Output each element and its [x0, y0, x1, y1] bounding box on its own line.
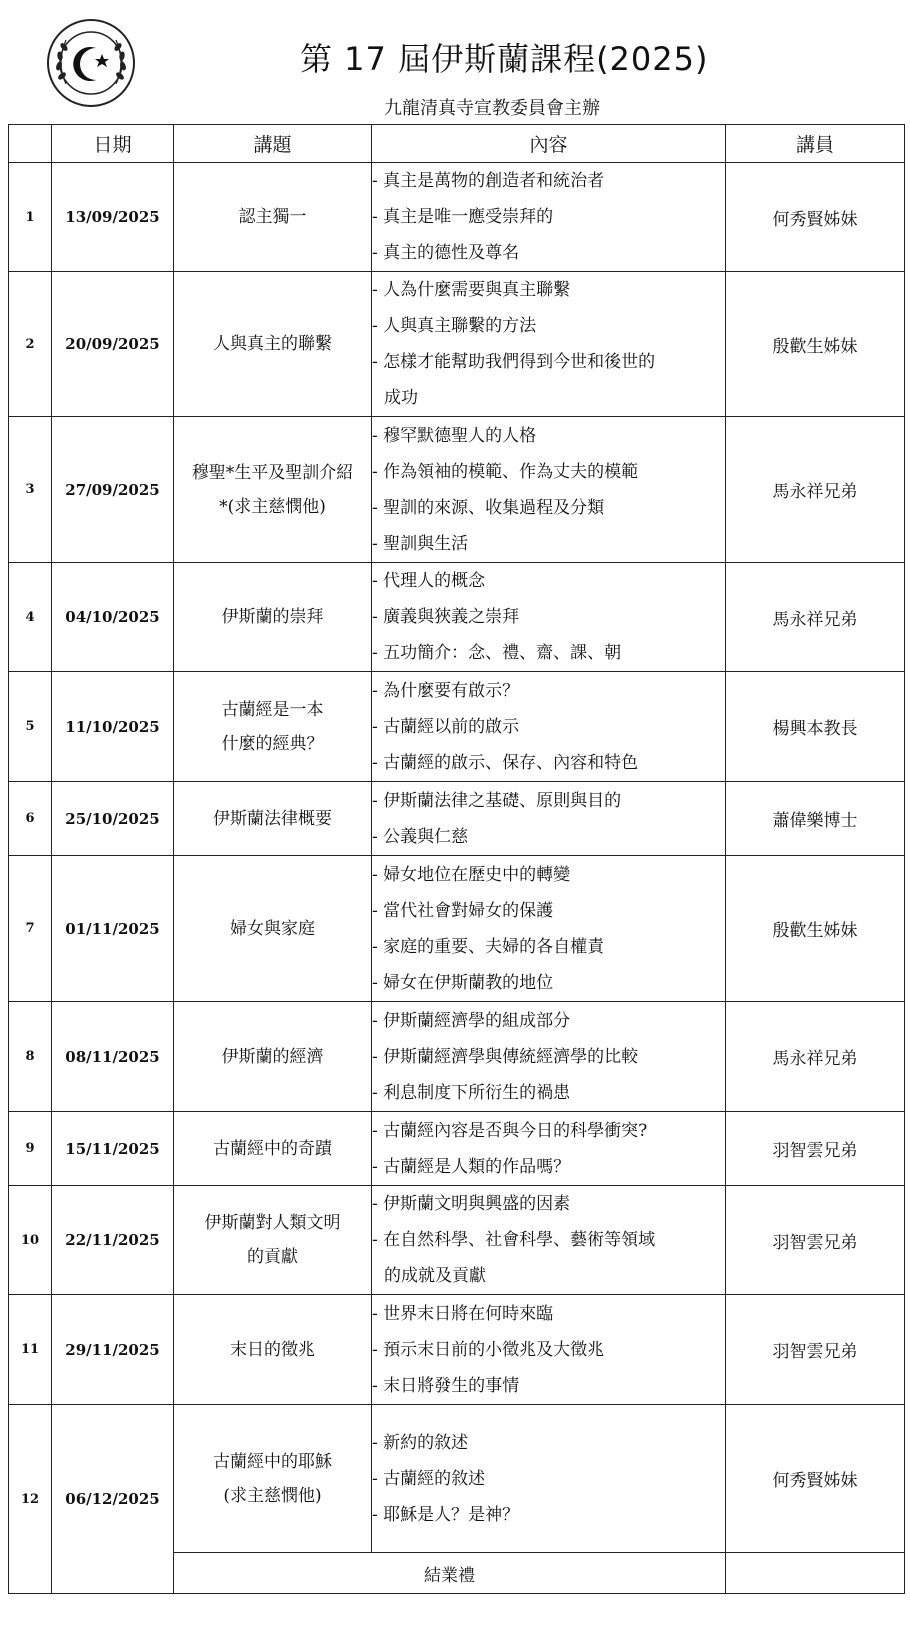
content-item: - 廣義與狹義之崇拜 — [372, 607, 520, 627]
session-content — [372, 782, 726, 856]
session-content — [372, 417, 726, 563]
content-item: - 古蘭經的啟示、保存、內容和特色 — [372, 752, 639, 773]
content-item: - 末日將發生的事情 — [372, 1375, 520, 1396]
content-item: - 五功簡介：念、禮、齋、課、朝 — [372, 643, 622, 663]
content-item: 成功 — [384, 388, 418, 408]
page-subtitle: 九龍清真寺宣教委員會主辦 — [384, 98, 600, 119]
session-topic — [174, 1295, 372, 1405]
session-topic — [174, 417, 372, 563]
column-header-date: 日期 — [52, 125, 174, 163]
topic-line: 伊斯蘭的經濟 — [221, 1046, 324, 1067]
session-number: 1 — [9, 163, 52, 272]
session-topic — [174, 1186, 372, 1295]
content-item: - 利息制度下所衍生的禍患 — [372, 1082, 571, 1103]
session-date: 25/10/2025 — [52, 782, 174, 856]
session-number: 7 — [9, 856, 52, 1002]
session-date: 06/12/2025 — [52, 1405, 174, 1594]
content-item: - 作為領袖的模範、作為丈夫的模範 — [372, 461, 639, 482]
topic-line: 認主獨一 — [238, 207, 307, 227]
session-speaker: 殷歡生姊妹 — [726, 856, 905, 1002]
session-speaker: 羽智雲兄弟 — [726, 1295, 905, 1405]
session-date: 01/11/2025 — [52, 856, 174, 1002]
session-speaker: 馬永祥兄弟 — [726, 563, 905, 672]
session-number: 9 — [9, 1112, 52, 1186]
table-row — [9, 672, 905, 782]
topic-line: 古蘭經是一本 — [221, 699, 324, 720]
content-item: - 婦女在伊斯蘭教的地位 — [372, 972, 554, 993]
content-item: - 伊斯蘭法律之基礎、原則與目的 — [372, 790, 622, 811]
session-speaker: 楊興本教長 — [726, 672, 905, 782]
content-item: - 預示末日前的小徵兆及大徵兆 — [372, 1339, 605, 1360]
content-item: - 聖訓與生活 — [372, 533, 469, 554]
session-topic — [174, 672, 372, 782]
table-row — [9, 856, 905, 1002]
content-item: 的成就及貢獻 — [384, 1266, 486, 1286]
content-item: - 代理人的概念 — [372, 571, 486, 591]
session-speaker: 馬永祥兄弟 — [726, 1002, 905, 1112]
content-item: - 古蘭經的敘述 — [372, 1468, 486, 1489]
session-content — [372, 1112, 726, 1186]
column-header-speaker: 講員 — [726, 125, 905, 163]
course-schedule-table — [8, 124, 905, 1594]
session-speaker: 馬永祥兄弟 — [726, 417, 905, 563]
content-item: - 公義與仁慈 — [372, 826, 469, 847]
session-topic — [174, 163, 372, 272]
column-header-number — [9, 125, 52, 163]
topic-line: *(求主慈憫他) — [219, 496, 326, 517]
session-number: 6 — [9, 782, 52, 856]
content-item: - 怎樣才能幫助我們得到今世和後世的 — [372, 352, 656, 372]
session-date: 29/11/2025 — [52, 1295, 174, 1405]
table-row — [9, 782, 905, 856]
content-item: - 真主是唯一應受崇拜的 — [372, 207, 554, 227]
table-row — [9, 272, 905, 417]
table-row — [9, 163, 905, 272]
topic-line: 婦女與家庭 — [230, 918, 315, 939]
content-item: - 古蘭經內容是否與今日的科學衝突? — [372, 1120, 648, 1141]
session-date: 11/10/2025 — [52, 672, 174, 782]
topic-line: (求主慈憫他) — [223, 1485, 322, 1506]
session-number: 3 — [9, 417, 52, 563]
closing-ceremony-speaker-empty — [726, 1553, 905, 1594]
crescent-star-wreath-logo — [46, 18, 136, 108]
topic-line: 伊斯蘭對人類文明 — [204, 1213, 341, 1233]
topic-line: 人與真主的聯繫 — [213, 334, 332, 354]
content-item: - 真主是萬物的創造者和統治者 — [372, 171, 605, 191]
topic-line: 古蘭經中的耶穌 — [213, 1451, 332, 1472]
session-number: 10 — [9, 1186, 52, 1295]
content-item: - 伊斯蘭經濟學的組成部分 — [372, 1010, 571, 1031]
content-item: - 穆罕默德聖人的人格 — [372, 425, 537, 446]
session-number: 4 — [9, 563, 52, 672]
topic-line: 伊斯蘭法律概要 — [213, 808, 332, 829]
table-row — [9, 1295, 905, 1405]
closing-ceremony-label: 結業禮 — [174, 1553, 726, 1594]
content-item: - 世界末日將在何時來臨 — [372, 1303, 554, 1324]
session-date: 27/09/2025 — [52, 417, 174, 563]
column-header-topic: 講題 — [174, 125, 372, 163]
column-header-content: 內容 — [372, 125, 726, 163]
session-topic — [174, 272, 372, 417]
session-content — [372, 163, 726, 272]
session-content — [372, 563, 726, 672]
session-speaker: 羽智雲兄弟 — [726, 1112, 905, 1186]
page-title: 第 17 屆伊斯蘭課程(2025) — [300, 40, 709, 78]
content-item: - 古蘭經是人類的作品嗎？ — [372, 1156, 571, 1177]
session-content — [372, 1186, 726, 1295]
session-topic — [174, 1002, 372, 1112]
content-item: - 伊斯蘭經濟學與傳統經濟學的比較 — [372, 1046, 639, 1067]
session-speaker: 羽智雲兄弟 — [726, 1186, 905, 1295]
content-item: - 聖訓的來源、收集過程及分類 — [372, 497, 605, 518]
session-speaker: 殷歡生姊妹 — [726, 272, 905, 417]
content-item: - 伊斯蘭文明與興盛的因素 — [372, 1194, 571, 1214]
content-item: - 耶穌是人？是神？ — [372, 1504, 520, 1525]
content-item: - 為什麼要有啟示？ — [372, 680, 520, 701]
table-row — [9, 1002, 905, 1112]
session-content — [372, 272, 726, 417]
content-item: - 家庭的重要、夫婦的各自權責 — [372, 936, 605, 957]
session-number: 8 — [9, 1002, 52, 1112]
session-topic — [174, 1112, 372, 1186]
session-date: 20/09/2025 — [52, 272, 174, 417]
table-row — [9, 417, 905, 563]
topic-line: 古蘭經中的奇蹟 — [213, 1138, 332, 1159]
content-item: - 古蘭經以前的啟示 — [372, 716, 520, 737]
table-row — [9, 1186, 905, 1295]
session-content — [372, 856, 726, 1002]
topic-line: 的貢獻 — [247, 1247, 298, 1267]
session-number: 11 — [9, 1295, 52, 1405]
session-date: 04/10/2025 — [52, 563, 174, 672]
session-date: 15/11/2025 — [52, 1112, 174, 1186]
content-item: - 當代社會對婦女的保護 — [372, 900, 554, 921]
topic-line: 末日的徵兆 — [230, 1339, 315, 1360]
content-item: - 婦女地位在歷史中的轉變 — [372, 864, 571, 885]
session-number: 2 — [9, 272, 52, 417]
session-number: 5 — [9, 672, 52, 782]
header — [0, 0, 910, 124]
session-number: 12 — [9, 1405, 52, 1594]
session-topic — [174, 856, 372, 1002]
table-row — [9, 1405, 905, 1553]
table-row — [9, 1112, 905, 1186]
content-item: - 人與真主聯繫的方法 — [372, 316, 537, 336]
topic-line: 伊斯蘭的崇拜 — [221, 607, 324, 627]
table-row — [9, 563, 905, 672]
session-topic — [174, 782, 372, 856]
session-date: 08/11/2025 — [52, 1002, 174, 1112]
session-speaker: 何秀賢姊妹 — [726, 1405, 905, 1553]
session-speaker: 何秀賢姊妹 — [726, 163, 905, 272]
session-speaker: 蕭偉樂博士 — [726, 782, 905, 856]
table-header-row — [9, 125, 905, 163]
session-content — [372, 1002, 726, 1112]
topic-line: 穆聖*生平及聖訓介紹 — [191, 462, 354, 483]
topic-line: 什麼的經典？ — [221, 733, 324, 754]
session-topic — [174, 1405, 372, 1553]
session-date: 22/11/2025 — [52, 1186, 174, 1295]
session-content — [372, 672, 726, 782]
session-content — [372, 1405, 726, 1553]
content-item: - 在自然科學、社會科學、藝術等領域 — [372, 1230, 656, 1250]
session-topic — [174, 563, 372, 672]
session-date: 13/09/2025 — [52, 163, 174, 272]
content-item: - 真主的德性及尊名 — [372, 243, 520, 263]
content-item: - 新約的敘述 — [372, 1432, 469, 1453]
content-item: - 人為什麼需要與真主聯繫 — [372, 280, 571, 300]
session-content — [372, 1295, 726, 1405]
